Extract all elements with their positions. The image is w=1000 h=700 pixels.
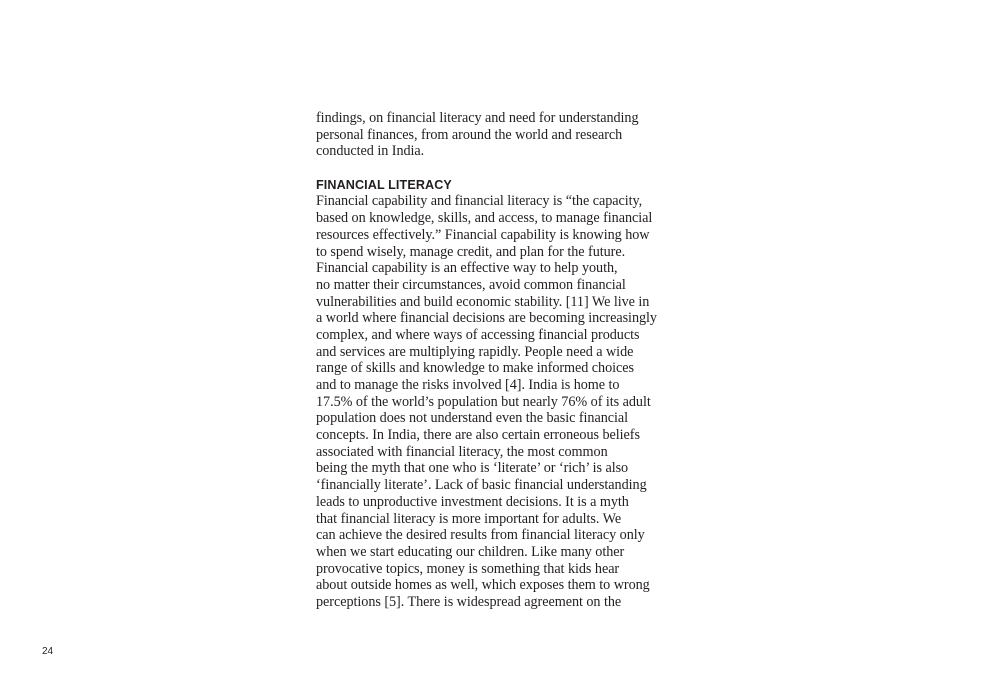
- paragraph-line: and services are multiplying rapidly. People need a wide: [316, 343, 634, 360]
- paragraph-line: complex, and where ways of accessing financial products: [316, 326, 640, 343]
- paragraph-line: conducted in India.: [316, 143, 425, 160]
- paragraph-line: to spend wisely, manage credit, and plan for the future.: [316, 243, 626, 260]
- paragraph-line: being the myth that one who is ‘literate’ or ‘rich’ is also: [316, 460, 629, 477]
- paragraph-line: based on knowledge, skills, and access, to manage financial: [316, 210, 653, 227]
- paragraph-line: perceptions [5]. There is widespread agreement on the: [316, 593, 622, 610]
- paragraph-line: Financial capability is an effective way to help youth,: [316, 260, 618, 277]
- paragraph-line: a world where financial decisions are becoming increasingly: [316, 310, 657, 327]
- paragraph-line: Financial capability and financial literacy is “the capacity,: [316, 193, 643, 210]
- page-number: 24: [42, 646, 54, 657]
- paragraph-line: population does not understand even the basic financial: [316, 410, 629, 427]
- paragraph-line: no matter their circumstances, avoid common financial: [316, 276, 626, 293]
- paragraph-line: provocative topics, money is something that kids hear: [316, 560, 620, 577]
- paragraph-line: can achieve the desired results from financial literacy only: [316, 527, 645, 544]
- paragraph-line: range of skills and knowledge to make informed choices: [316, 360, 635, 377]
- paragraph-line: when we start educating our children. Like many other: [316, 543, 625, 560]
- paragraph-line: resources effectively.” Financial capability is knowing how: [316, 226, 650, 243]
- text-column: [316, 110, 666, 611]
- paragraph-line: findings, on financial literacy and need for understanding: [316, 110, 639, 126]
- paragraph-line: ‘financially literate’. Lack of basic financial understanding: [316, 477, 647, 494]
- paragraph-line: that financial literacy is more important for adults. We: [316, 510, 622, 527]
- paragraph-line: about outside homes as well, which exposes them to wrong: [316, 577, 650, 594]
- paragraph-line: concepts. In India, there are also certain erroneous beliefs: [316, 427, 640, 444]
- paragraph-line: and to manage the risks involved [4]. India is home to: [316, 377, 620, 393]
- paragraph-line: vulnerabilities and build economic stability. [11] We live in: [316, 293, 650, 310]
- paragraph-line: personal finances, from around the world and research: [316, 126, 623, 143]
- paragraph-line: associated with financial literacy, the most common: [316, 443, 608, 460]
- intro-paragraph: [316, 110, 666, 160]
- paragraph-line: leads to unproductive investment decisions. It is a myth: [316, 493, 629, 510]
- paragraph-line: 17.5% of the world’s population but nearly 76% of its adult: [316, 393, 651, 410]
- body-paragraph: [316, 193, 666, 610]
- section-heading: FINANCIAL LITERACY: [316, 177, 452, 192]
